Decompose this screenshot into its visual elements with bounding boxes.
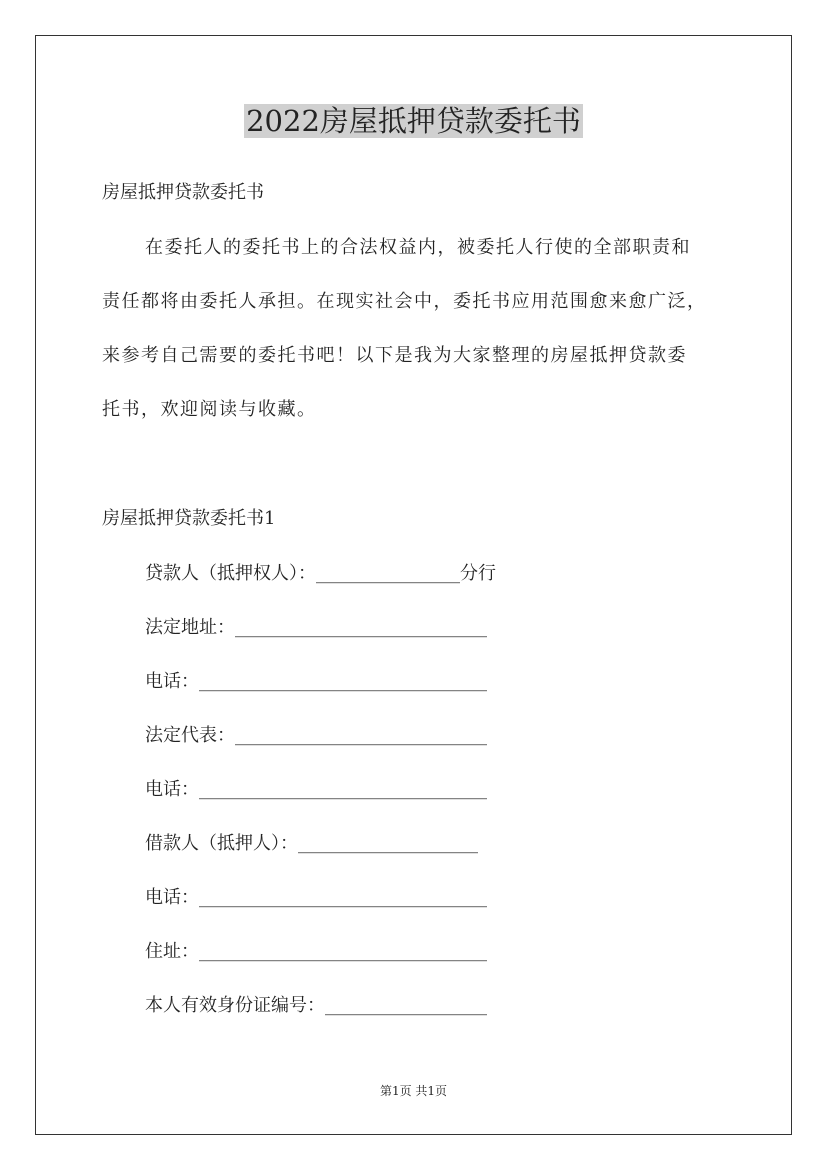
document-title: [0, 100, 827, 142]
document-subtitle: 房屋抵押贷款委托书: [102, 182, 264, 203]
field-lender: 贷款人（抵押权人）：________________分行: [145, 563, 496, 584]
field-borrower: 借款人（抵押人）：____________________: [145, 833, 478, 854]
section-heading: 房屋抵押贷款委托书1: [102, 508, 276, 529]
page-footer: 第1页 共1页: [379, 1084, 448, 1098]
document-title-text: 2022房屋抵押贷款委托书: [246, 104, 581, 138]
field-id-number: 本人有效身份证编号：__________________: [145, 995, 487, 1016]
field-legal-representative: 法定代表：____________________________: [145, 725, 487, 746]
field-representative-phone: 电话：________________________________: [145, 779, 487, 800]
field-lender-phone: 电话：________________________________: [145, 671, 487, 692]
field-borrower-phone: 电话：________________________________: [145, 887, 487, 908]
field-address: 住址：________________________________: [145, 941, 487, 962]
intro-line-1: 在委托人的委托书上的合法权益内，被委托人行使的全部职责和: [145, 237, 691, 258]
field-legal-address: 法定地址：____________________________: [145, 617, 487, 638]
intro-line-3: 来参考自己需要的委托书吧！以下是我为大家整理的房屋抵押贷款委: [102, 345, 687, 366]
intro-line-2: 责任都将由委托人承担。在现实社会中，委托书应用范围愈来愈广泛，: [102, 291, 707, 312]
intro-line-4: 托书，欢迎阅读与收藏。: [102, 399, 317, 420]
